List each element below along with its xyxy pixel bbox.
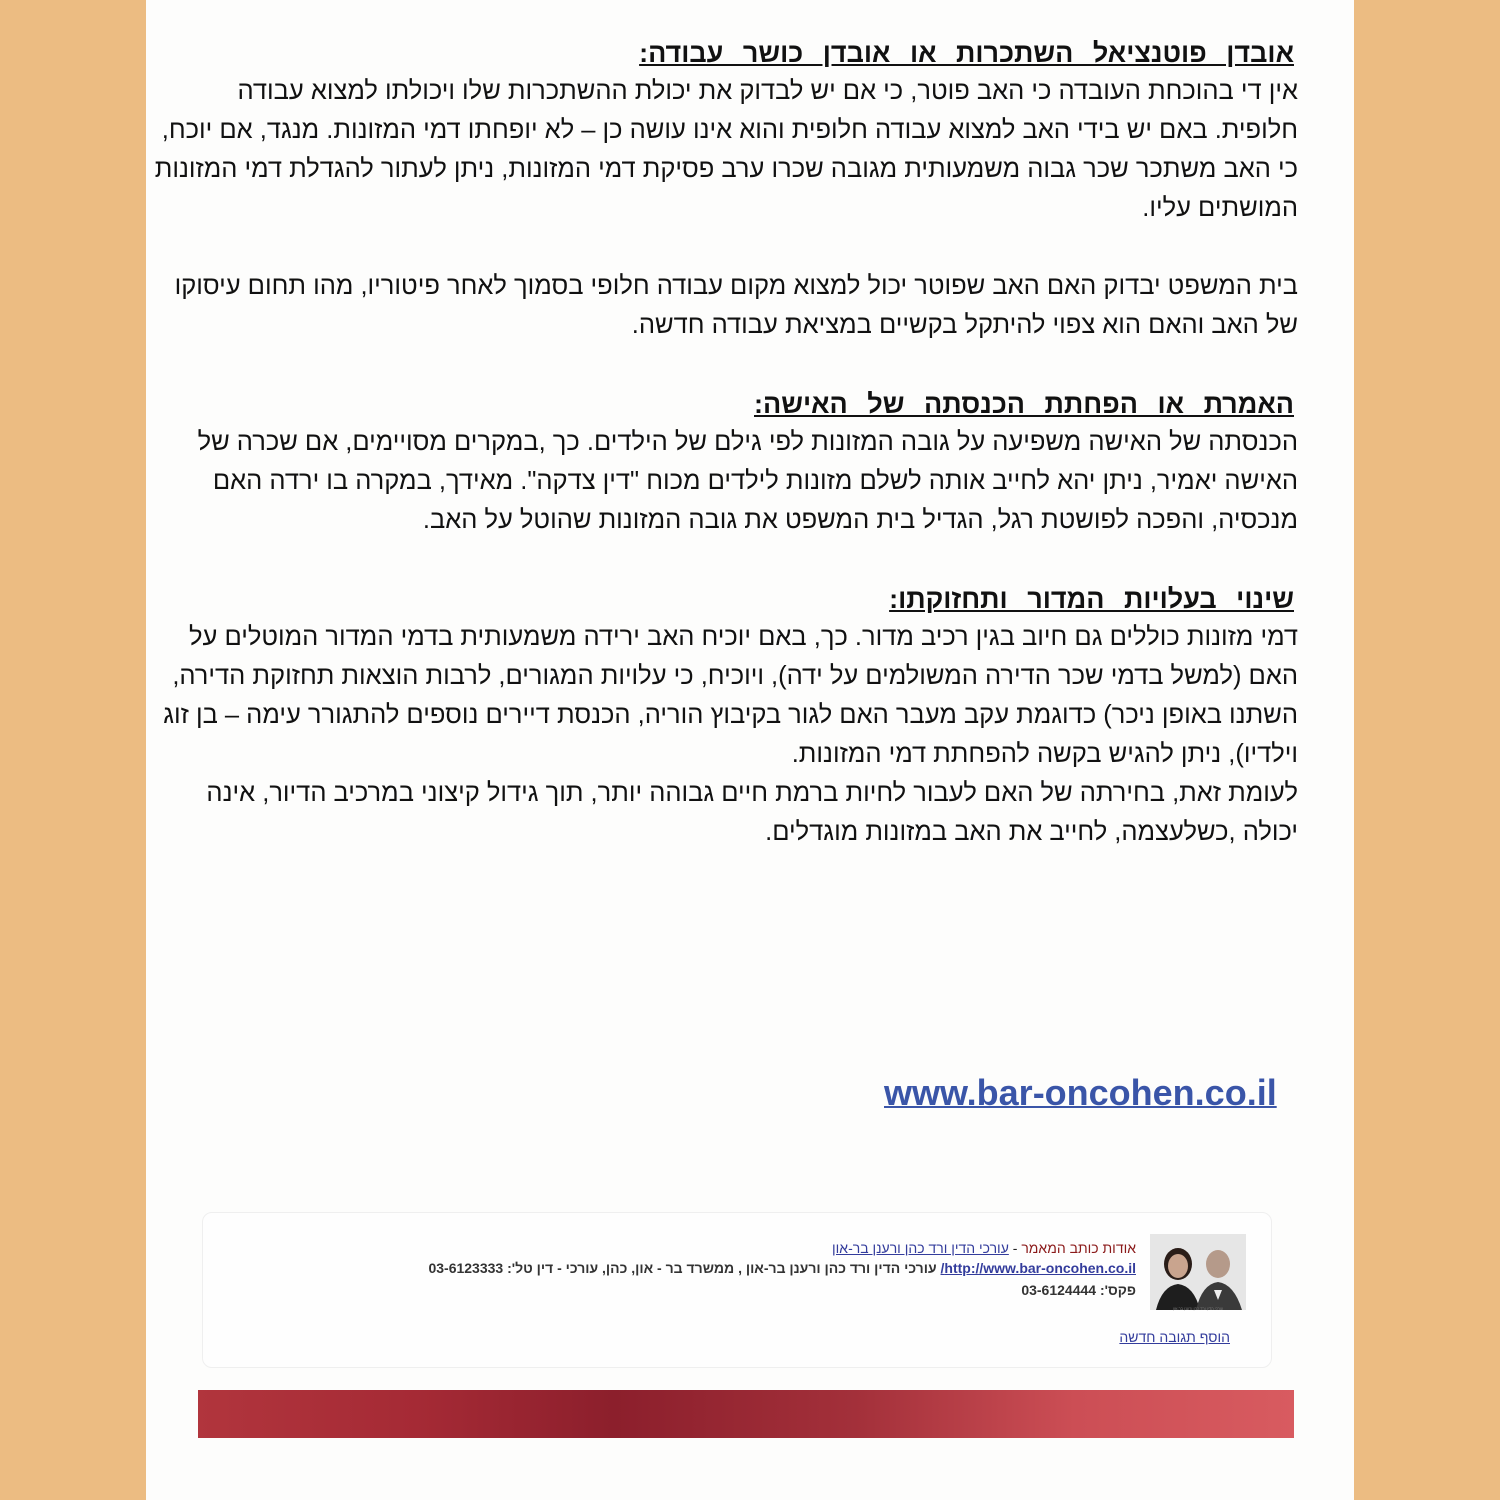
footer-band [198,1390,1294,1438]
paragraph: לעומת זאת, בחירתה של האם לעבור לחיות ברמת חיים גבוהה יותר, תוך גידול קיצוני במרכיב הדיור, אינה יכולה ,כשלעצמה, לחייב את האב במזונות מוגדלים. [206,779,1298,846]
section-heading: שינוי בעלויות המדור ותחזוקתו: [889,584,1294,614]
about-author-label: אודות כותב המאמר [1021,1240,1136,1256]
author-portraits-image [1150,1234,1246,1310]
website-link[interactable]: www.bar-oncohen.co.il [884,1072,1277,1113]
section-housing-costs [150,580,1298,852]
author-contact-text: עורכי הדין ורד כהן ורענן בר-און , ממשרד בר - און, כהן, עורכי - דין טל': 03-6123333 [428,1260,941,1276]
paragraph: דמי מזונות כוללים גם חיוב בגין רכיב מדור. כך, באם יוכיח האב ירידה משמעותית בדמי המדור המוטלים על האם (למשל בדמי שכר הדירה המשולמים על ידה), ויוכיח, כי עלויות המגורים, לרבות הוצאות תחזוקת הדירה, השתנו באופן ניכר) כדוגמת עקב מעבר האם לגור בקיבוץ הוריה, הכנסת דיירים נוספים להתגורר עימה – בן זוג וילדיו), ניתן להגיש בקשה להפחתת דמי המזונות. [163,623,1298,768]
photo-caption: עורכי הדין ורד כהן ורענן בר-און [1172,1306,1224,1311]
author-photo [1150,1234,1246,1310]
article-body [150,34,1298,892]
section-heading: האמרת או הפחתת הכנסתה של האישה: [754,389,1294,419]
separator: - [1008,1240,1022,1256]
author-line [832,1240,1136,1256]
author-website-url[interactable]: http://www.bar-oncohen.co.il/ [940,1260,1136,1276]
author-fax: פקס': 03-6124444 [1021,1282,1136,1298]
author-link[interactable]: עורכי הדין ורד כהן ורענן בר-און [832,1240,1009,1256]
paragraph: בית המשפט יבדוק האם האב שפוטר יכול למצוא מקום עבודה חלופי בסמוך לאחר פיטוריו, מהו תחום עיסוקו של האב והאם הוא צפוי להיתקל בקשיים במציאת עבודה חדשה. [174,272,1298,339]
paragraph: אין די בהוכחת העובדה כי האב פוטר, כי אם יש לבדוק את יכולת ההשתכרות שלו ויכולתו למצוא עבודה חלופית. באם יש בידי האב למצוא עבודה חלופית והוא אינו עושה כן – לא יופחתו דמי המזונות. מנגד, אם יוכח, כי האב משתכר שכר גבוה משמעותית מגובה שכרו ערב פסיקת דמי המזונות, ניתן לעתור להגדלת דמי המזונות המושתים עליו. [154,77,1298,222]
section-heading: אובדן פוטנציאל השתכרות או אובדן כושר עבודה: [639,38,1294,68]
section-earning-potential [150,34,1298,345]
paragraph: הכנסתה של האישה משפיעה על גובה המזונות לפי גילם של הילדים. כך ,במקרים מסויימים, אם שכרה של האישה יאמיר, ניתן יהא לחייב אותה לשלם מזונות לילדים מכוח "דין צדקה". מאידך, במקרה בו ירדה האם מנכסיה, והפכה לפושטת רגל, הגדיל בית המשפט את גובה המזונות שהוטל על האב. [197,428,1298,534]
section-wife-income [150,385,1298,540]
add-response-link[interactable]: הוסף תגובה חדשה [1119,1329,1230,1345]
author-contact-line [428,1260,1136,1276]
